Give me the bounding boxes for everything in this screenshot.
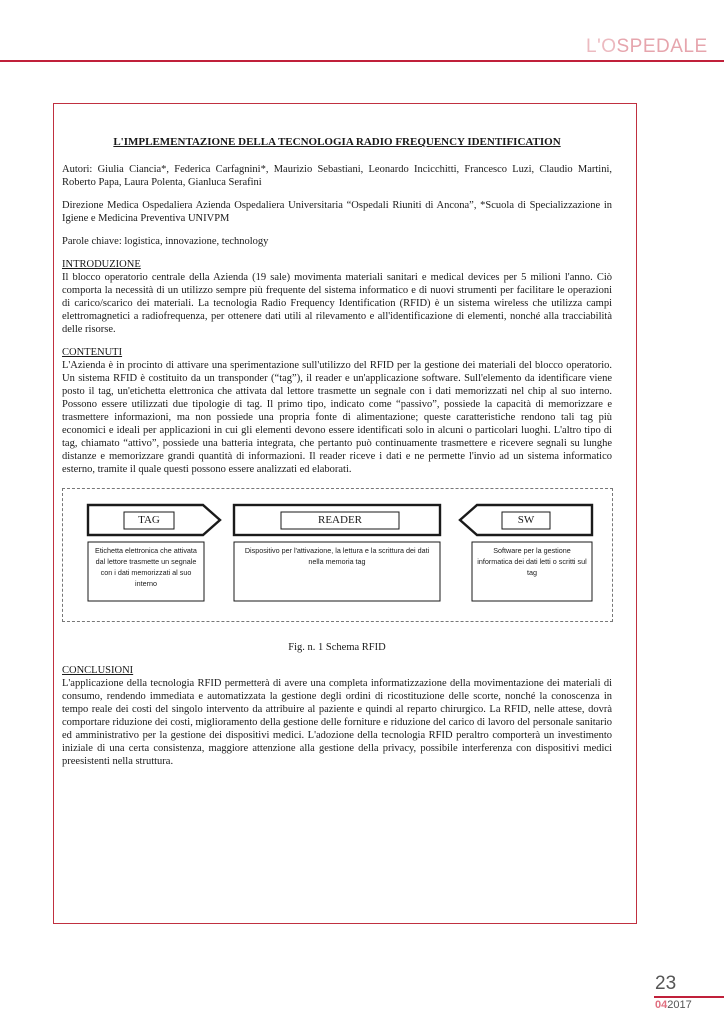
figure-caption: Fig. n. 1 Schema RFID [288, 642, 386, 653]
intro-paragraph: Il blocco operatorio centrale della Azienda (19 sale) movimenta materiali sanitari e medical devices per 5 milioni l'anno. Ciò comporta la necessità di un utilizzo sempre più frequente del sistema informatico e di nuovi strumenti per facilitare le operazioni di carico/scarico dei materiali. La tecnologia Radio Frequency Identification (RFID) è un sistema wireless che utilizza campi elettromagnetici a radiofrequenza, per ottenere dati utili al rilevamento e all'identificazione di elementi, nonché alla tracciabilità delle risorse. [62, 272, 612, 335]
tag-label: TAG [138, 514, 160, 526]
reader-description: Dispositivo per l'attivazione, la lettura e la scrittura dei dati nella memoria tag [244, 546, 430, 566]
reader-label: READER [318, 514, 362, 526]
tag-description: Etichetta elettronica che attivata dal lettore trasmette un segnale con i dati memorizzati al suo interno [95, 546, 197, 588]
authors: Autori: Giulia Ciancia*, Federica Carfagnini*, Maurizio Sebastiani, Leonardo Incicchitti, Francesco Luzi, Claudio Martini, Roberto Papa, Laura Polenta, Gianluca Serafini [62, 164, 612, 188]
article-title: L'IMPLEMENTAZIONE DELLA TECNOLOGIA RADIO FREQUENCY IDENTIFICATION [113, 136, 561, 148]
content-paragraph: L'Azienda è in procinto di attivare una sperimentazione sull'utilizzo del RFID per la gestione dei materiali del blocco operatorio. Un sistema RFID è costituito da un transponder (“tag”), il reader e un'applicazione software. Sull'elemento da identificare viene posto il tag, un'etichetta elettronica che attivata dal lettore trasmette un segnale con i dati memorizzati nel chip al suo interno. Possono essere utilizzati due tipologie di tag. Il primo tipo, indicato come “passivo”, possiede la capacità di memorizzare e trasmettere informazioni, ma non possiede una propria fonte di alimentazione; queste caratteristiche rendono tali tag più economici e ideali per applicazioni in cui gli elementi devono essere identificati solo in alcuni o particolari luoghi. L'altro tipo di tag, chiamato “attivo”, possiede una batteria integrata, che pertanto può continuamente trasmettere e ricevere segnali su lunghe distanze e memorizzare grandi quantità di informazioni. Il reader riceve i dati e ne permette l'invio ad un sistema informatico esterno, tramite il quale questi possono essere analizzati ed elaborati. [62, 360, 612, 475]
logo-prefix: L'O [586, 36, 617, 57]
affiliation: Direzione Medica Ospedaliera Azienda Ospedaliera Universitaria “Ospedali Riuniti di Ancona”, *Scuola di Specializzazione in Igiene e Medicina Preventiva UNIVPM [62, 200, 612, 224]
header-rule [0, 60, 724, 62]
intro-heading: INTRODUZIONE [62, 259, 141, 270]
page-number: 23 [655, 973, 677, 994]
issue-number: 04 [655, 999, 668, 1011]
rfid-schema-figure [62, 488, 613, 622]
issue-label [655, 999, 692, 1011]
sw-label: SW [517, 514, 535, 526]
conclusion-heading: CONCLUSIONI [62, 665, 134, 676]
keywords: Parole chiave: logistica, innovazione, technology [62, 236, 269, 247]
article-body [62, 136, 612, 778]
footer-rule [654, 996, 724, 998]
issue-year: 2017 [667, 999, 692, 1011]
content-heading: CONTENUTI [62, 347, 123, 358]
magazine-logo [586, 36, 708, 58]
sw-description: Software per la gestione informatica dei dati letti o scritti sul tag [477, 546, 587, 577]
conclusion-paragraph: L'applicazione della tecnologia RFID permetterà di avere una completa informatizzazione della movimentazione dei materiali di consumo, rendendo immediata e automatizzata la gestione degli ordini di ricostituzione delle scorte, nonché la conoscenza in tempo reale dei costi del singolo intervento da attribuire al paziente e quindi al reparto chirurgico. La RFID, nelle attese, dovrà comportare riduzione dei costi, miglioramento della gestione delle forniture e riduzione del carico di lavoro del personale sanitario ed amministrativo per la gestione dei dispositivi medici. L'adozione della tecnologia RFID peraltro comporterà un investimento iniziale di una certa consistenza, maggiore attenzione alla gestione della privacy, possibile interferenza con dispositivi medici preesistenti nella struttura. [62, 678, 612, 767]
logo-name: SPEDALE [616, 36, 708, 57]
